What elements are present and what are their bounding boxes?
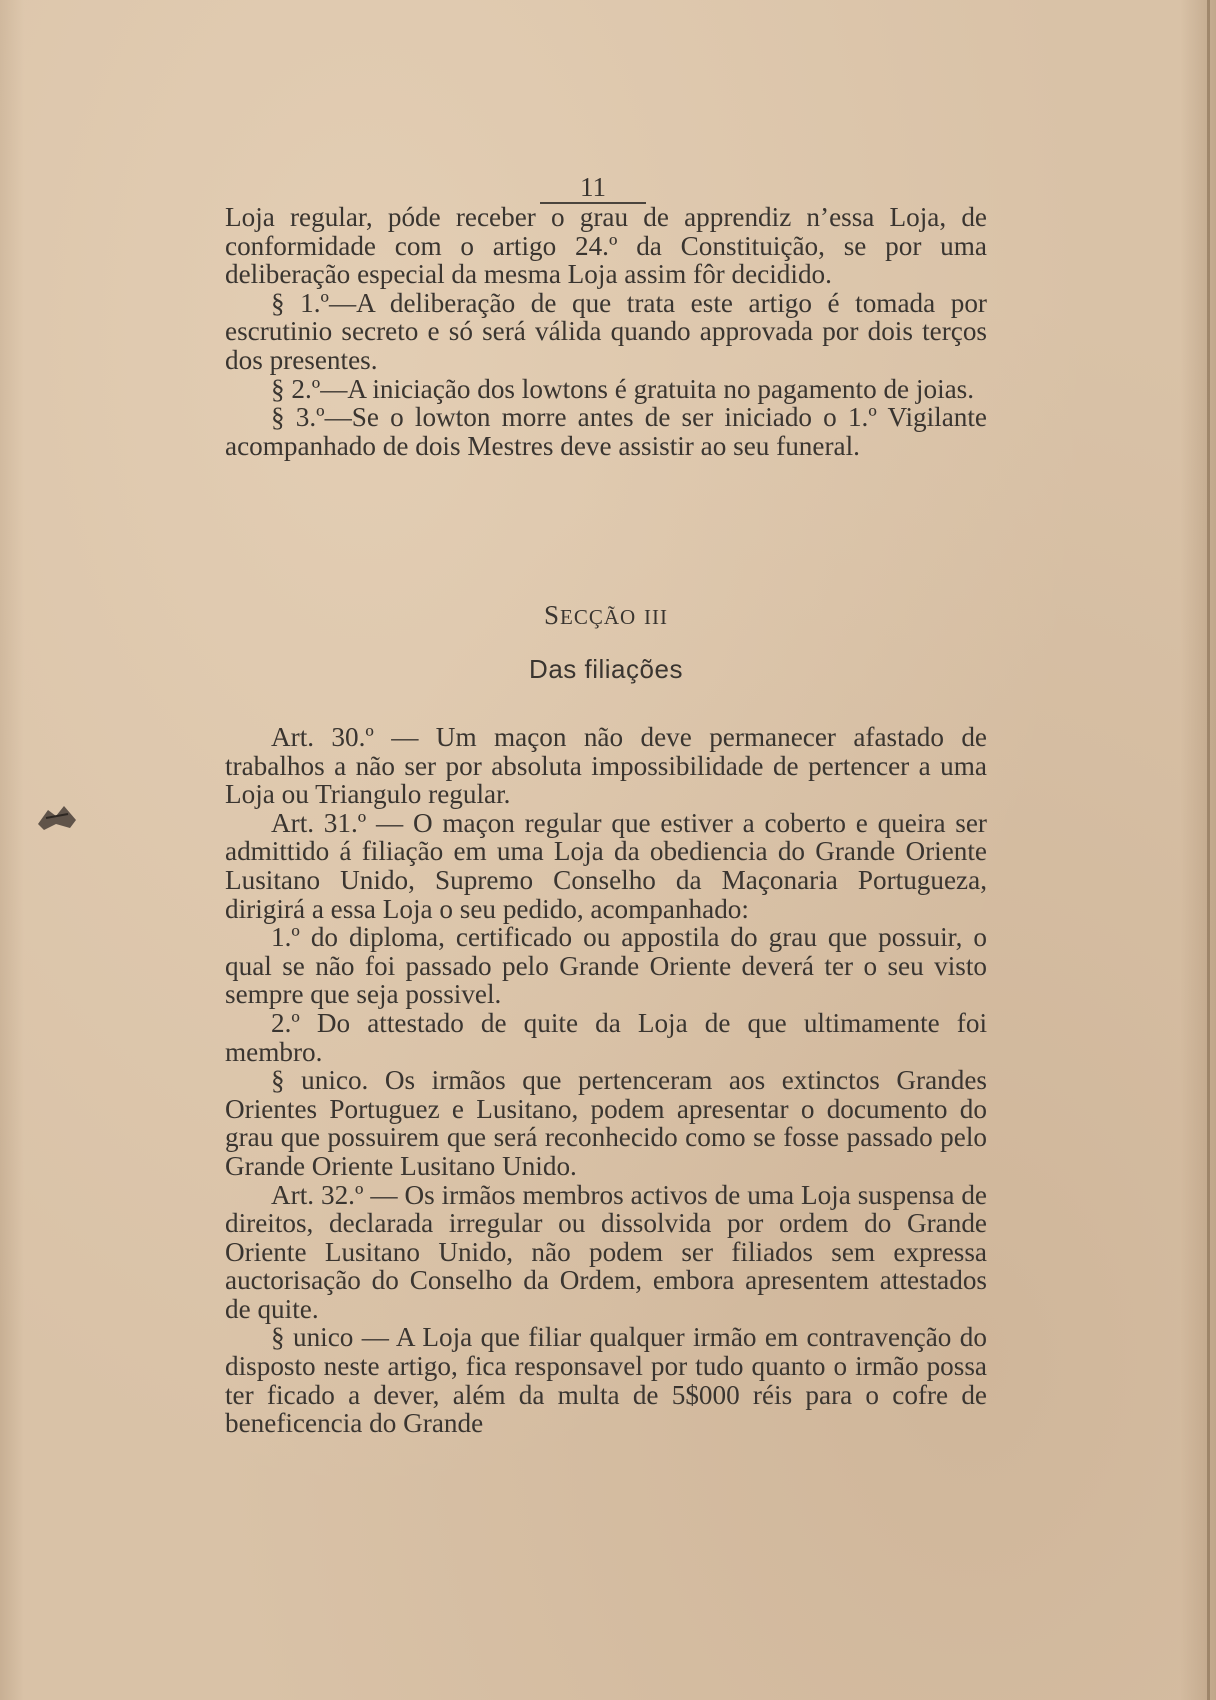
library-stamp-icon — [34, 800, 80, 834]
paragraph: Loja regular, póde receber o grau de apprendiz n’essa Loja, de conformidade com o artigo 24.º da Constituição, se por uma deliberação especial da mesma Loja assim fôr decidido. — [225, 202, 987, 290]
section-label — [225, 600, 987, 632]
section-label-initial: S — [544, 600, 561, 630]
paragraph: § unico — A Loja que filiar qualquer irmão em contravenção do disposto neste artigo, fica responsavel por tudo quanto o irmão possa ter ficado a dever, além da multa de 5$000 réis para o cofre de beneficencia do Grande — [225, 1322, 987, 1439]
section-title: Das filiações — [529, 654, 683, 684]
paragraph: Art. 30.º — Um maçon não deve permanecer afastado de trabalhos a não ser por absoluta impossibilidade de pertencer a uma Loja ou Triangulo regular. — [225, 722, 987, 810]
section-label-rest: ECÇÃO — [560, 605, 637, 629]
text-block-top — [225, 203, 987, 460]
paragraph: 2.º Do attestado de quite da Loja de que ultimamente foi membro. — [225, 1007, 987, 1067]
paragraph: § 3.º—Se o lowton morre antes de ser iniciado o 1.º Vigilante acompanhado de dois Mestres deve assistir ao seu funeral. — [225, 402, 987, 461]
paragraph: § 2.º—A iniciação dos lowtons é gratuita no pagamento de joias. — [271, 373, 975, 404]
page-edge-shadow — [1207, 0, 1210, 1700]
paragraph: Art. 31.º — O maçon regular que estiver a coberto e queira ser admittido á filiação em uma Loja da obediencia do Grande Oriente Lusitano Unido, Supremo Conselho da Maçonaria Portugueza, dirigirá a essa Loja o seu pedido, acompanhado: — [225, 807, 987, 924]
paragraph: 1.º do diploma, certificado ou appostila do grau que possuir, o qual se não foi passado pelo Grande Oriente deverá ter o seu visto sempre que seja possivel. — [225, 922, 987, 1010]
text-block-bottom — [225, 723, 987, 1438]
paragraph: § unico. Os irmãos que pertenceram aos extinctos Grandes Orientes Portuguez e Lusitano, podem apresentar o documento do grau que possuirem que será reconhecido como se fosse passado pelo Grande Oriente Lusitano Unido. — [225, 1065, 987, 1181]
page-number: 11 — [580, 172, 606, 202]
paragraph: § 1.º—A deliberação de que trata este artigo é tomada por escrutinio secreto e só será válida quando approvada por dois terços dos presentes. — [225, 287, 987, 375]
section-number: III — [643, 605, 668, 629]
paragraph: Art. 32.º — Os irmãos membros activos de uma Loja suspensa de direitos, declarada irregular ou dissolvida por ordem do Grande Oriente Lusitano Unido, não podem ser filiados sem expressa auctorisação do Conselho da Ordem, embora apresentem attestados de quite. — [225, 1179, 987, 1324]
section-header — [225, 600, 987, 714]
page-body — [225, 160, 987, 1560]
